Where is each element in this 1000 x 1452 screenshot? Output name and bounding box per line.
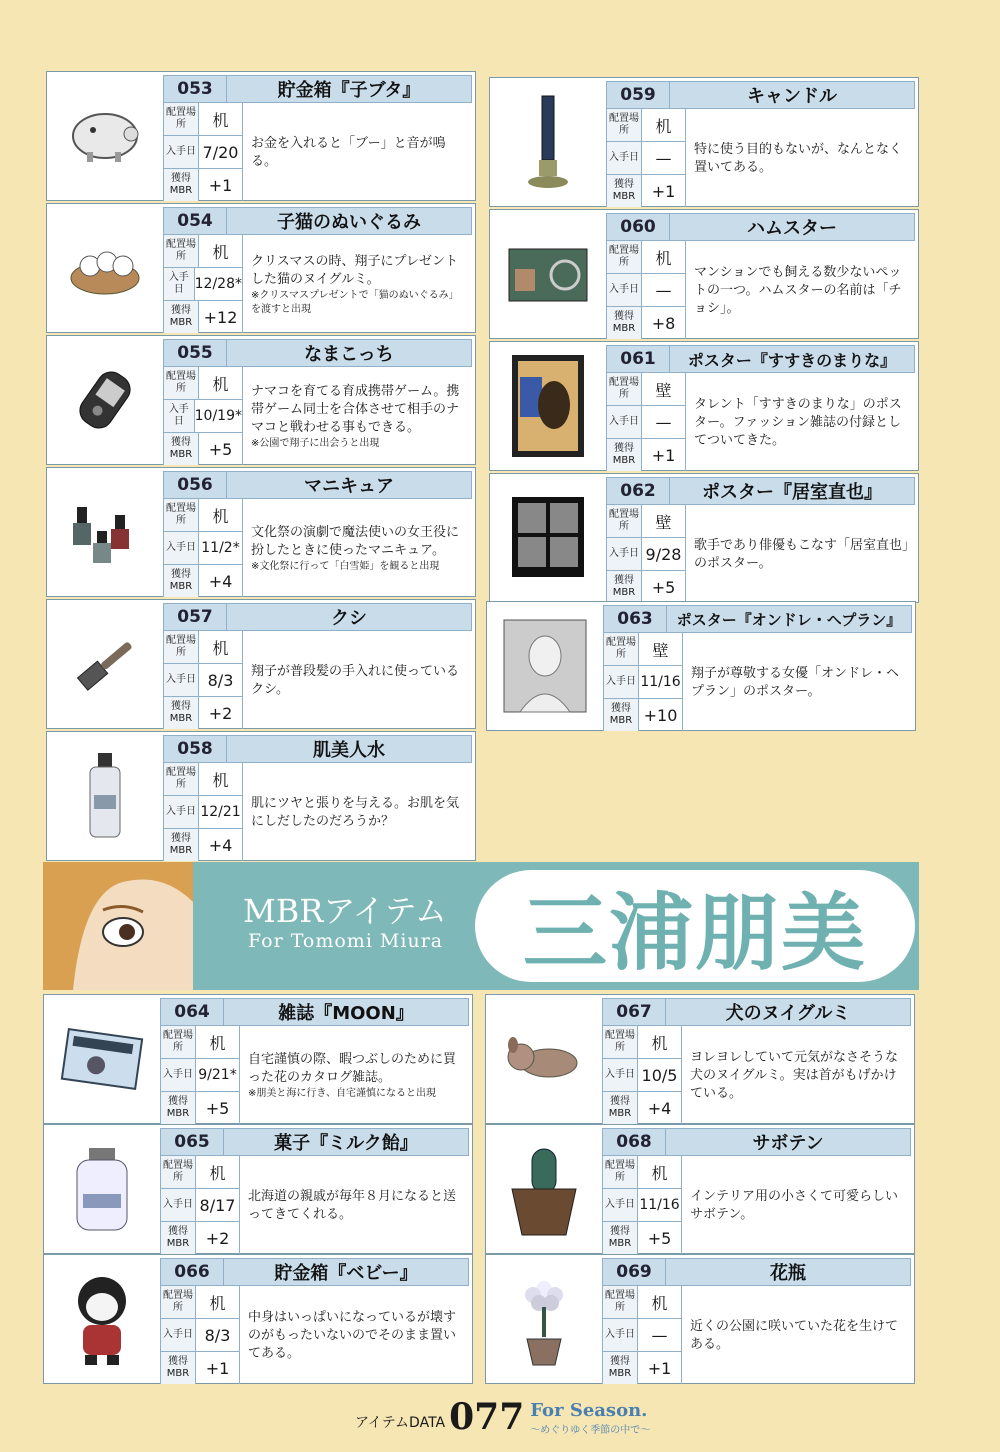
mbr-label: 獲得MBR: [607, 175, 642, 207]
piggy-bank-icon: [47, 72, 163, 200]
item-description: 自宅謹慎の際、暇つぶしのために買った花のカタログ雑誌。: [248, 1052, 457, 1085]
item-description: 北海道の親戚が毎年８月になると送ってきてくれる。: [248, 1189, 457, 1222]
item-description: 肌にツヤと張りを与える。お肌を気にしだしたのだろうか？: [251, 796, 460, 829]
item-name: 菓子『ミルク飴』: [274, 1133, 418, 1154]
place-value: 壁: [652, 640, 669, 660]
item-card-069: [485, 1254, 915, 1384]
item-name: クシ: [331, 608, 367, 629]
item-name: サボテン: [752, 1133, 824, 1154]
mbr-value: +5: [208, 439, 233, 459]
item-card-064: [43, 994, 473, 1124]
place-label: 配置場所: [164, 763, 199, 795]
place-label: 配置場所: [604, 633, 639, 665]
mbr-label: 獲得MBR: [164, 565, 199, 597]
item-card-068: [485, 1124, 915, 1254]
baby-bank-icon: [44, 1255, 160, 1383]
place-value: 机: [212, 506, 229, 526]
item-name: マニキュア: [304, 476, 394, 497]
character-name-pill: [475, 870, 915, 982]
poster-icon: [490, 342, 606, 470]
item-card-063: [486, 601, 916, 731]
get-label: 入手日: [164, 796, 199, 828]
item-card-065: [43, 1124, 473, 1254]
place-label: 配置場所: [607, 241, 642, 273]
candle-icon: [490, 78, 606, 206]
date-value: 11/2*: [201, 540, 240, 556]
handheld-game-icon: [47, 336, 163, 464]
mbr-label: 獲得MBR: [164, 433, 199, 465]
item-description: お金を入れると「ブー」と音が鳴る。: [251, 136, 446, 169]
mbr-value: +5: [205, 1098, 230, 1118]
item-number: 069: [603, 1259, 666, 1285]
get-label: 入手日: [164, 400, 195, 432]
item-number: 063: [604, 606, 667, 632]
item-description: ヨレヨレしていて元気がなさそうな犬のヌイグルミ。実は首がもげかけている。: [690, 1050, 899, 1101]
place-label: 配置場所: [164, 235, 199, 267]
place-value: 机: [209, 1293, 226, 1313]
date-value: 7/20: [202, 142, 239, 162]
item-card-061: [489, 341, 919, 471]
get-label: 入手日: [161, 1189, 196, 1221]
mbr-label: 獲得MBR: [603, 1352, 638, 1384]
mbr-label: 獲得MBR: [161, 1352, 196, 1384]
comb-icon: [47, 600, 163, 728]
item-name: ポスター『すすきのまりな』: [687, 350, 897, 370]
item-number: 068: [603, 1129, 666, 1155]
item-description: 中身はいっぱいになっているが壊すのがもったいないのでそのまま置いてある。: [248, 1310, 457, 1361]
get-label: 入手日: [607, 142, 642, 174]
item-card-053: [46, 71, 476, 201]
footer-label: アイテムDATA: [355, 1415, 446, 1431]
date-value: 10/19*: [194, 408, 242, 424]
item-number: 060: [607, 214, 670, 240]
place-label: 配置場所: [164, 103, 199, 135]
get-label: 入手日: [603, 1189, 638, 1221]
item-name: キャンドル: [747, 86, 837, 107]
item-number: 062: [607, 478, 670, 504]
item-number: 054: [164, 208, 227, 234]
nail-polish-icon: [47, 468, 163, 596]
character-banner: [43, 862, 919, 990]
mbr-value: +5: [647, 1228, 672, 1248]
place-value: 机: [651, 1033, 668, 1053]
date-value: —: [655, 148, 672, 168]
place-label: 配置場所: [607, 505, 642, 537]
place-label: 配置場所: [603, 1156, 638, 1188]
item-card-059: [489, 77, 919, 207]
item-card-058: [46, 731, 476, 861]
mbr-label: 獲得MBR: [164, 301, 199, 333]
date-value: 11/16: [640, 674, 681, 690]
date-value: —: [651, 1325, 668, 1345]
date-value: 11/16: [639, 1197, 680, 1213]
place-value: 机: [209, 1163, 226, 1183]
get-label: 入手日: [161, 1059, 196, 1091]
place-value: 机: [209, 1033, 226, 1053]
item-name: 貯金箱『子ブタ』: [277, 80, 421, 101]
item-description: 特に使う目的もないが、なんとなく置いてある。: [694, 142, 903, 175]
mbr-value: +10: [643, 705, 678, 725]
item-description: 近くの公園に咲いていた花を生けてある。: [690, 1319, 899, 1352]
item-number: 056: [164, 472, 227, 498]
date-value: 12/21: [200, 804, 241, 820]
footer-series: [530, 1400, 650, 1436]
item-number: 065: [161, 1129, 224, 1155]
get-label: 入手日: [164, 532, 199, 564]
item-card-057: [46, 599, 476, 729]
date-value: —: [655, 412, 672, 432]
lotion-bottle-icon: [47, 732, 163, 860]
date-value: 12/28*: [194, 276, 242, 292]
date-value: 8/17: [199, 1195, 236, 1215]
mbr-value: +4: [208, 571, 233, 591]
magazine-icon: [44, 995, 160, 1123]
date-value: 9/28: [645, 544, 682, 564]
item-card-054: [46, 203, 476, 333]
kitten-plush-icon: [47, 204, 163, 332]
place-label: 配置場所: [607, 373, 642, 405]
date-value: 10/5: [641, 1065, 678, 1085]
cactus-icon: [486, 1125, 602, 1253]
character-portrait: [43, 862, 193, 990]
item-name: 子猫のぬいぐるみ: [277, 212, 421, 233]
place-label: 配置場所: [161, 1026, 196, 1058]
place-label: 配置場所: [161, 1286, 196, 1318]
mbr-label: 獲得MBR: [161, 1092, 196, 1124]
place-label: 配置場所: [164, 367, 199, 399]
place-value: 机: [212, 242, 229, 262]
mbr-value: +8: [651, 313, 676, 333]
item-description: 歌手であり俳優もこなす「居室直也」のポスター。: [694, 538, 909, 571]
item-number: 064: [161, 999, 224, 1025]
item-name: 犬のヌイグルミ: [725, 1003, 851, 1024]
mbr-value: +1: [647, 1358, 672, 1378]
mbr-value: +2: [208, 703, 233, 723]
get-label: 入手日: [603, 1059, 638, 1091]
item-number: 057: [164, 604, 227, 630]
mbr-value: +12: [203, 307, 238, 327]
place-label: 配置場所: [164, 499, 199, 531]
item-name: 肌美人水: [313, 740, 385, 761]
place-value: 机: [655, 116, 672, 136]
get-label: 入手日: [607, 538, 642, 570]
banner-title: MBRアイテム: [243, 892, 447, 930]
item-note: ※文化祭に行って「白雪姫」を観ると出現: [251, 561, 440, 572]
place-value: 壁: [655, 380, 672, 400]
item-number: 059: [607, 82, 670, 108]
get-label: 入手日: [164, 268, 195, 300]
place-value: 机: [212, 638, 229, 658]
place-value: 壁: [655, 512, 672, 532]
item-description: クリスマスの時、翔子にプレゼントした猫のヌイグルミ。: [251, 254, 458, 287]
mbr-label: 獲得MBR: [607, 307, 642, 339]
item-description: 翔子が尊敬する女優「オンドレ・ヘプラン」のポスター。: [691, 666, 900, 699]
item-number: 053: [164, 76, 227, 102]
date-value: 9/21*: [198, 1067, 237, 1083]
place-value: 机: [212, 770, 229, 790]
item-name: ポスター『居室直也』: [702, 482, 882, 503]
place-label: 配置場所: [603, 1026, 638, 1058]
mbr-value: +2: [205, 1228, 230, 1248]
item-description: マンションでも飼える数少ないペットの一つ。ハムスターの名前は「チョシ」。: [694, 265, 902, 316]
poster-icon: [487, 602, 603, 730]
mbr-value: +4: [208, 835, 233, 855]
place-label: 配置場所: [164, 631, 199, 663]
get-label: 入手日: [607, 274, 642, 306]
page-footer: [355, 1398, 650, 1438]
item-note: ※クリスマスプレゼントで「猫のぬいぐるみ」を渡すと出現: [251, 290, 459, 315]
mbr-value: +1: [208, 175, 233, 195]
item-note: ※公園で翔子に出会うと出現: [251, 438, 380, 449]
mbr-label: 獲得MBR: [164, 829, 199, 861]
place-value: 机: [651, 1163, 668, 1183]
date-value: 8/3: [204, 1325, 231, 1345]
character-name: 三浦朋美: [522, 883, 867, 982]
series-tagline: 〜めぐりゆく季節の中で〜: [530, 1425, 651, 1436]
place-value: 机: [212, 110, 229, 130]
date-value: 8/3: [207, 670, 234, 690]
mbr-label: 獲得MBR: [164, 697, 199, 729]
item-card-055: [46, 335, 476, 465]
place-label: 配置場所: [603, 1286, 638, 1318]
mbr-value: +1: [651, 181, 676, 201]
item-number: 066: [161, 1259, 224, 1285]
candy-jar-icon: [44, 1125, 160, 1253]
banner-subtitle: For Tomomi Miura: [248, 930, 444, 952]
place-value: 机: [655, 248, 672, 268]
item-name: ハムスター: [747, 218, 837, 239]
mbr-value: +1: [205, 1358, 230, 1378]
dog-plush-icon: [486, 995, 602, 1123]
place-label: 配置場所: [161, 1156, 196, 1188]
place-label: 配置場所: [607, 109, 642, 141]
mbr-label: 獲得MBR: [607, 571, 642, 603]
item-description: ナマコを育てる育成携帯ゲーム。携帯ゲーム同士を合体させて相手のナマコと戦わせる事もできる。: [251, 384, 460, 435]
item-name: 花瓶: [770, 1263, 806, 1284]
item-description: 文化祭の演劇で魔法使いの女王役に扮したときに使ったマニキュア。: [251, 525, 460, 558]
mbr-value: +5: [651, 577, 676, 597]
get-label: 入手日: [161, 1319, 196, 1351]
mbr-label: 獲得MBR: [164, 169, 199, 201]
hamster-cage-icon: [490, 210, 606, 338]
item-number: 055: [164, 340, 227, 366]
place-value: 机: [212, 374, 229, 394]
item-card-066: [43, 1254, 473, 1384]
get-label: 入手日: [607, 406, 642, 438]
mbr-label: 獲得MBR: [604, 699, 639, 731]
item-description: インテリア用の小さくて可愛らしいサボテン。: [690, 1189, 899, 1222]
item-card-062: [489, 473, 919, 603]
mbr-label: 獲得MBR: [603, 1222, 638, 1254]
get-label: 入手日: [604, 666, 639, 698]
item-name: なまこっち: [304, 344, 394, 365]
page-number: 077: [449, 1396, 525, 1438]
series-title: For Season.: [530, 1400, 648, 1421]
mbr-label: 獲得MBR: [603, 1092, 638, 1124]
item-name: 貯金箱『ベビー』: [274, 1263, 418, 1284]
item-note: ※朋美と海に行き、自宅謹慎になると出現: [248, 1088, 436, 1099]
item-card-056: [46, 467, 476, 597]
date-value: —: [655, 280, 672, 300]
get-label: 入手日: [164, 136, 199, 168]
item-description: タレント「すすきのまりな」のポスター。ファッション雑誌の付録としてついてきた。: [694, 397, 902, 448]
flower-vase-icon: [486, 1255, 602, 1383]
place-value: 机: [651, 1293, 668, 1313]
mbr-value: +1: [651, 445, 676, 465]
item-description: 翔子が普段髪の手入れに使っているクシ。: [251, 664, 460, 697]
item-number: 061: [607, 346, 670, 372]
item-name: ポスター『オンドレ・ヘプラン』: [676, 610, 902, 629]
item-name: 雑誌『MOON』: [278, 1003, 414, 1024]
get-label: 入手日: [164, 664, 199, 696]
get-label: 入手日: [603, 1319, 638, 1351]
mbr-label: 獲得MBR: [607, 439, 642, 471]
mbr-value: +4: [647, 1098, 672, 1118]
item-card-060: [489, 209, 919, 339]
item-number: 067: [603, 999, 666, 1025]
mbr-label: 獲得MBR: [161, 1222, 196, 1254]
poster-icon: [490, 474, 606, 602]
item-card-067: [485, 994, 915, 1124]
item-number: 058: [164, 736, 227, 762]
